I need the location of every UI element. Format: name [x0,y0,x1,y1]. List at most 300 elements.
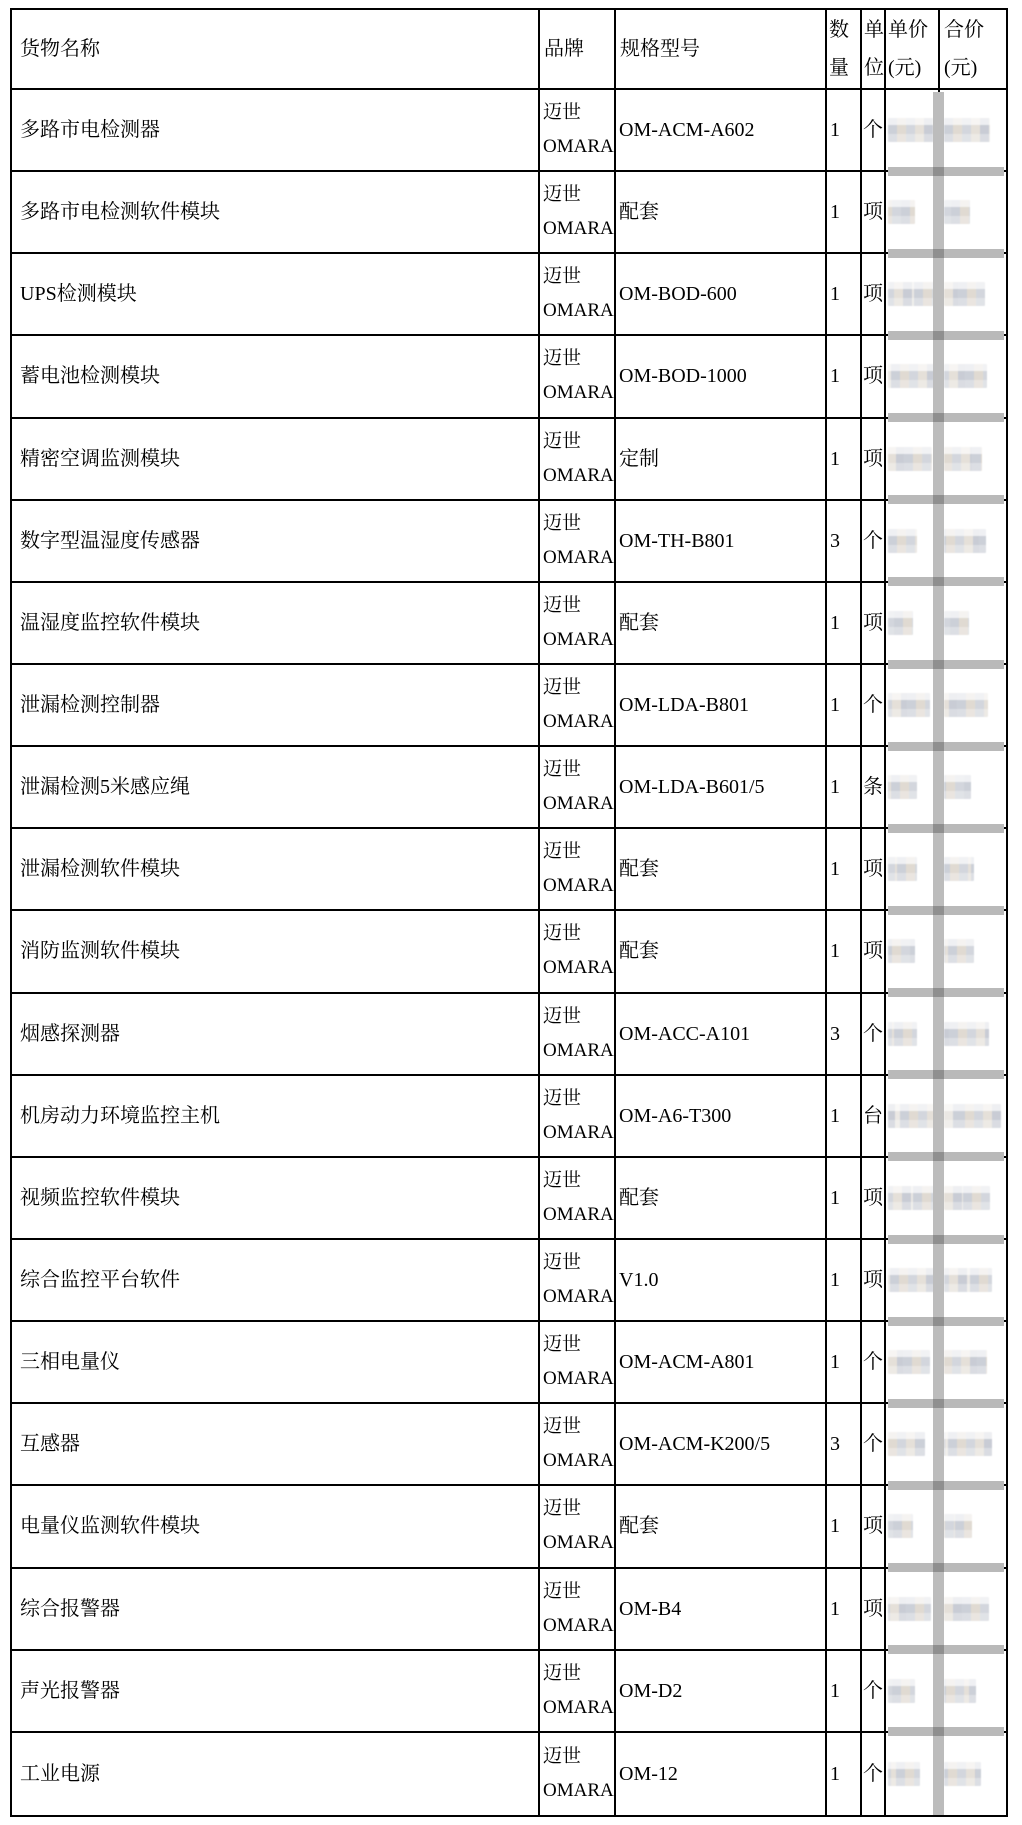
censor-cross [933,249,944,258]
censor-bar [888,495,1004,504]
spec-value: OM-ACM-K200/5 [619,1433,771,1456]
censored-unit-price [888,1597,931,1621]
censor-bar [888,906,1004,915]
spec-value: OM-ACC-A101 [619,1022,751,1045]
brand-cell [540,1240,616,1322]
goods-name-cell [12,419,540,501]
unit-value: 个 [863,1022,883,1045]
brand-cell [540,172,616,254]
censor-cross [933,1152,944,1161]
brand-cell [540,747,616,829]
censor-cross [933,1727,944,1736]
censored-total-price [944,1022,989,1046]
censor-cross [933,1563,944,1572]
header-qty [827,10,862,90]
censor-bar [888,1235,1004,1244]
brand-cn: 迈世 [543,102,582,124]
censor-bar [888,1563,1004,1572]
unit-value: 项 [863,1597,883,1620]
spec-value: OM-ACM-A801 [619,1351,755,1374]
goods-name-cell [12,336,540,418]
brand-cn: 迈世 [543,841,582,863]
total-price-cell [940,1076,1006,1158]
unit-price-cell [886,1569,940,1651]
goods-name-cell [12,90,540,172]
censored-total-price [944,1597,989,1621]
goods-name: 三相电量仪 [20,1351,120,1374]
censored-total-price [944,1104,1001,1128]
brand-cn: 迈世 [543,1005,582,1027]
spec-value: OM-LDA-B601/5 [619,776,765,799]
goods-name-cell [12,1486,540,1568]
unit-cell [862,583,886,665]
goods-name-cell [12,1404,540,1486]
censored-unit-price [888,1350,930,1374]
total-price-cell [940,994,1006,1076]
unit-value: 项 [863,365,883,388]
goods-name-cell [12,911,540,993]
censored-unit-price [888,1186,935,1210]
censor-bar [888,1727,1004,1736]
goods-name: 消防监测软件模块 [20,940,180,963]
unit-price-cell [886,1733,940,1815]
header-unit-line1: 单 [864,19,884,41]
goods-name: 泄漏检测5米感应绳 [20,776,190,799]
brand-cn: 迈世 [543,1169,582,1191]
goods-name: 电量仪监测软件模块 [20,1515,200,1538]
qty-value: 3 [830,1433,840,1456]
spec-cell [616,665,827,747]
spec-value: 配套 [619,1186,659,1209]
total-price-cell [940,1158,1006,1240]
unit-price-cell [886,419,940,501]
unit-value: 项 [863,283,883,306]
spec-value: OM-BOD-1000 [619,365,747,388]
goods-name-cell [12,747,540,829]
brand-en: OMARA [543,1779,614,1801]
unit-cell [862,1651,886,1733]
goods-table [10,8,1008,1817]
header-unit-price [886,10,940,90]
unit-cell [862,172,886,254]
censor-cross [933,413,944,422]
spec-value: 配套 [619,201,659,224]
header-qty-line1: 数 [829,19,849,41]
qty-cell [827,419,862,501]
unit-price-cell [886,829,940,911]
unit-cell [862,1076,886,1158]
qty-value: 1 [830,1597,840,1620]
brand-cn: 迈世 [543,1087,582,1109]
censored-total-price [944,200,970,224]
unit-value: 个 [863,1351,883,1374]
spec-cell [616,254,827,336]
censored-unit-price [888,529,917,553]
censor-strip-cap [933,1812,944,1815]
spec-cell [616,90,827,172]
brand-en: OMARA [543,546,614,568]
censored-unit-price [888,611,913,635]
spec-value: V1.0 [619,1269,659,1292]
censored-unit-price [888,118,935,142]
censored-total-price [944,364,987,388]
unit-cell [862,336,886,418]
unit-cell [862,501,886,583]
censor-bar [888,249,1004,258]
censor-cross [933,577,944,586]
censored-total-price [944,1679,976,1703]
qty-value: 1 [830,1186,840,1209]
brand-cn: 迈世 [543,512,582,534]
goods-name-cell [12,994,540,1076]
censor-cross [933,1645,944,1654]
censor-strip [933,92,944,1815]
unit-cell [862,1486,886,1568]
goods-name: 综合监控平台软件 [20,1269,180,1292]
censor-bar [888,742,1004,751]
spec-value: OM-TH-B801 [619,529,735,552]
qty-cell [827,90,862,172]
unit-cell [862,829,886,911]
goods-name-cell [12,501,540,583]
censor-bar [888,167,1004,176]
spec-cell [616,336,827,418]
censored-total-price [944,118,990,142]
brand-en: OMARA [543,1696,614,1718]
censored-total-price [944,447,982,471]
censored-total-price [944,529,986,553]
brand-cell [540,1486,616,1568]
censor-bar [888,1070,1004,1079]
brand-cn: 迈世 [543,759,582,781]
header-total-price [940,10,1006,90]
unit-cell [862,747,886,829]
spec-cell [616,1076,827,1158]
total-price-cell [940,665,1006,747]
qty-value: 3 [830,1022,840,1045]
unit-value: 个 [863,694,883,717]
spec-value: 配套 [619,611,659,634]
header-spec-label: 规格型号 [620,38,700,60]
total-price-cell [940,583,1006,665]
spec-value: OM-LDA-B801 [619,694,749,717]
header-brand [540,10,616,90]
unit-value: 项 [863,201,883,224]
spec-value: OM-ACM-A602 [619,119,755,142]
censored-unit-price [888,1104,938,1128]
spec-cell [616,1569,827,1651]
goods-name-cell [12,1076,540,1158]
qty-value: 1 [830,1104,840,1127]
brand-cn: 迈世 [543,1498,582,1520]
censored-unit-price [888,1022,917,1046]
brand-cn: 迈世 [543,1416,582,1438]
brand-cell [540,501,616,583]
total-price-cell [940,1569,1006,1651]
unit-cell [862,1733,886,1815]
qty-value: 1 [830,1269,840,1292]
unit-value: 项 [863,1515,883,1538]
brand-en: OMARA [543,875,614,897]
goods-name: 多路市电检测器 [20,119,160,142]
brand-cn: 迈世 [543,923,582,945]
total-price-cell [940,1651,1006,1733]
total-price-cell [940,90,1006,172]
total-price-cell [940,1240,1006,1322]
qty-value: 1 [830,201,840,224]
censored-total-price [944,1186,990,1210]
censor-cross [933,1235,944,1244]
qty-value: 1 [830,119,840,142]
unit-price-cell [886,1240,940,1322]
total-price-cell [940,1404,1006,1486]
brand-cell [540,911,616,993]
goods-name: 精密空调监测模块 [20,447,180,470]
unit-cell [862,254,886,336]
unit-price-cell [886,1651,940,1733]
spec-cell [616,747,827,829]
qty-cell [827,1158,862,1240]
unit-value: 个 [863,1762,883,1785]
censored-unit-price [888,282,935,306]
brand-cn: 迈世 [543,348,582,370]
qty-cell [827,665,862,747]
spec-value: 配套 [619,940,659,963]
unit-cell [862,1569,886,1651]
total-price-cell [940,1733,1006,1815]
goods-name-cell [12,172,540,254]
qty-cell [827,911,862,993]
unit-value: 项 [863,611,883,634]
brand-en: OMARA [543,793,614,815]
goods-name: 泄漏检测控制器 [20,694,160,717]
spec-value: OM-A6-T300 [619,1104,732,1127]
censor-bar [888,660,1004,669]
header-unit-price-line1: 单价 [888,19,928,41]
qty-cell [827,254,862,336]
censor-bar [888,1152,1004,1161]
qty-value: 1 [830,365,840,388]
qty-cell [827,1322,862,1404]
censored-total-price [944,1432,992,1456]
qty-value: 3 [830,529,840,552]
brand-en: OMARA [543,1450,614,1472]
unit-cell [862,1158,886,1240]
brand-cell [540,1733,616,1815]
brand-cn: 迈世 [543,1334,582,1356]
goods-name-cell [12,254,540,336]
qty-cell [827,1569,862,1651]
spec-cell [616,419,827,501]
censor-cross [933,660,944,669]
qty-value: 1 [830,447,840,470]
spec-cell [616,501,827,583]
unit-cell [862,911,886,993]
censor-bar [888,1317,1004,1326]
unit-price-cell [886,1322,940,1404]
censored-unit-price [888,200,915,224]
spec-cell [616,172,827,254]
brand-cn: 迈世 [543,184,582,206]
unit-value: 项 [863,1269,883,1292]
censor-cross [933,1481,944,1490]
brand-en: OMARA [543,1532,614,1554]
censored-total-price [944,282,985,306]
brand-cell [540,1651,616,1733]
censored-unit-price [888,1268,935,1292]
qty-cell [827,583,862,665]
qty-value: 1 [830,694,840,717]
brand-cell [540,254,616,336]
brand-en: OMARA [543,957,614,979]
total-price-cell [940,829,1006,911]
spec-cell [616,1404,827,1486]
brand-cell [540,336,616,418]
brand-en: OMARA [543,1368,614,1390]
censored-unit-price [888,447,932,471]
censored-total-price [944,1762,981,1786]
goods-name: 机房动力环境监控主机 [20,1104,220,1127]
brand-cn: 迈世 [543,266,582,288]
spec-cell [616,911,827,993]
censored-total-price [944,693,988,717]
unit-value: 台 [863,1104,883,1127]
unit-price-cell [886,254,940,336]
goods-name-cell [12,829,540,911]
brand-en: OMARA [543,628,614,650]
unit-price-cell [886,583,940,665]
qty-value: 1 [830,1679,840,1702]
unit-price-cell [886,1158,940,1240]
brand-cell [540,829,616,911]
header-qty-line2: 量 [829,57,849,79]
censor-cross [933,1317,944,1326]
censored-total-price [944,775,971,799]
goods-name: 声光报警器 [20,1679,120,1702]
header-total-price-line2: (元) [944,57,978,79]
brand-en: OMARA [543,1614,614,1636]
unit-value: 项 [863,1186,883,1209]
header-total-price-line1: 合价 [944,19,984,41]
brand-en: OMARA [543,711,614,733]
brand-en: OMARA [543,218,614,240]
unit-value: 个 [863,1679,883,1702]
brand-en: OMARA [543,1203,614,1225]
brand-cn: 迈世 [543,1252,582,1274]
unit-value: 个 [863,1433,883,1456]
brand-cn: 迈世 [543,594,582,616]
spec-value: 配套 [619,1515,659,1538]
censor-bar [888,824,1004,833]
goods-name-cell [12,1322,540,1404]
unit-price-cell [886,994,940,1076]
total-price-cell [940,254,1006,336]
censor-bar [888,577,1004,586]
unit-price-cell [886,1486,940,1568]
unit-cell [862,665,886,747]
censored-unit-price [888,775,917,799]
brand-cell [540,583,616,665]
qty-value: 1 [830,283,840,306]
censor-cross [933,742,944,751]
spec-cell [616,1651,827,1733]
spec-cell [616,1486,827,1568]
header-unit [862,10,886,90]
header-goods-name [12,10,540,90]
spec-cell [616,829,827,911]
unit-cell [862,1404,886,1486]
spec-cell [616,583,827,665]
censor-cross [933,988,944,997]
censor-cross [933,495,944,504]
qty-cell [827,994,862,1076]
censor-bar [888,1399,1004,1408]
qty-cell [827,1486,862,1568]
total-price-cell [940,911,1006,993]
spec-value: OM-D2 [619,1679,683,1702]
goods-name: 多路市电检测软件模块 [20,201,220,224]
goods-name: 数字型温湿度传感器 [20,529,200,552]
total-price-cell [940,1322,1006,1404]
goods-name: 泄漏检测软件模块 [20,858,180,881]
censor-bar [888,1645,1004,1654]
censored-total-price [944,1268,992,1292]
brand-cell [540,419,616,501]
spec-value: OM-B4 [619,1597,682,1620]
header-goods-name-label: 货物名称 [20,38,100,60]
qty-value: 1 [830,1762,840,1785]
unit-price-cell [886,336,940,418]
censor-cross [933,1070,944,1079]
unit-value: 项 [863,447,883,470]
unit-price-cell [886,911,940,993]
qty-value: 1 [830,940,840,963]
unit-value: 项 [863,858,883,881]
goods-name: 烟感探测器 [20,1022,120,1045]
goods-name: 温湿度监控软件模块 [20,611,200,634]
brand-en: OMARA [543,464,614,486]
censor-bar [888,988,1004,997]
spec-value: OM-12 [619,1762,678,1785]
total-price-cell [940,1486,1006,1568]
goods-name: 蓄电池检测模块 [20,365,160,388]
unit-price-cell [886,1404,940,1486]
censored-total-price [944,611,969,635]
goods-name-cell [12,583,540,665]
spec-cell [616,1240,827,1322]
unit-value: 项 [863,940,883,963]
censor-cross [933,1399,944,1408]
censor-bar [888,413,1004,422]
qty-cell [827,1240,862,1322]
brand-cn: 迈世 [543,430,582,452]
censored-unit-price [888,364,938,388]
censor-bar [888,1481,1004,1490]
spec-value: 配套 [619,858,659,881]
unit-price-cell [886,501,940,583]
qty-value: 1 [830,1351,840,1374]
brand-cell [540,1404,616,1486]
censored-unit-price [888,1432,925,1456]
goods-name-cell [12,1158,540,1240]
spec-value: OM-BOD-600 [619,283,737,306]
brand-cell [540,1322,616,1404]
censored-unit-price [888,939,915,963]
brand-en: OMARA [543,1039,614,1061]
goods-name-cell [12,1651,540,1733]
qty-cell [827,336,862,418]
censored-unit-price [888,1762,920,1786]
